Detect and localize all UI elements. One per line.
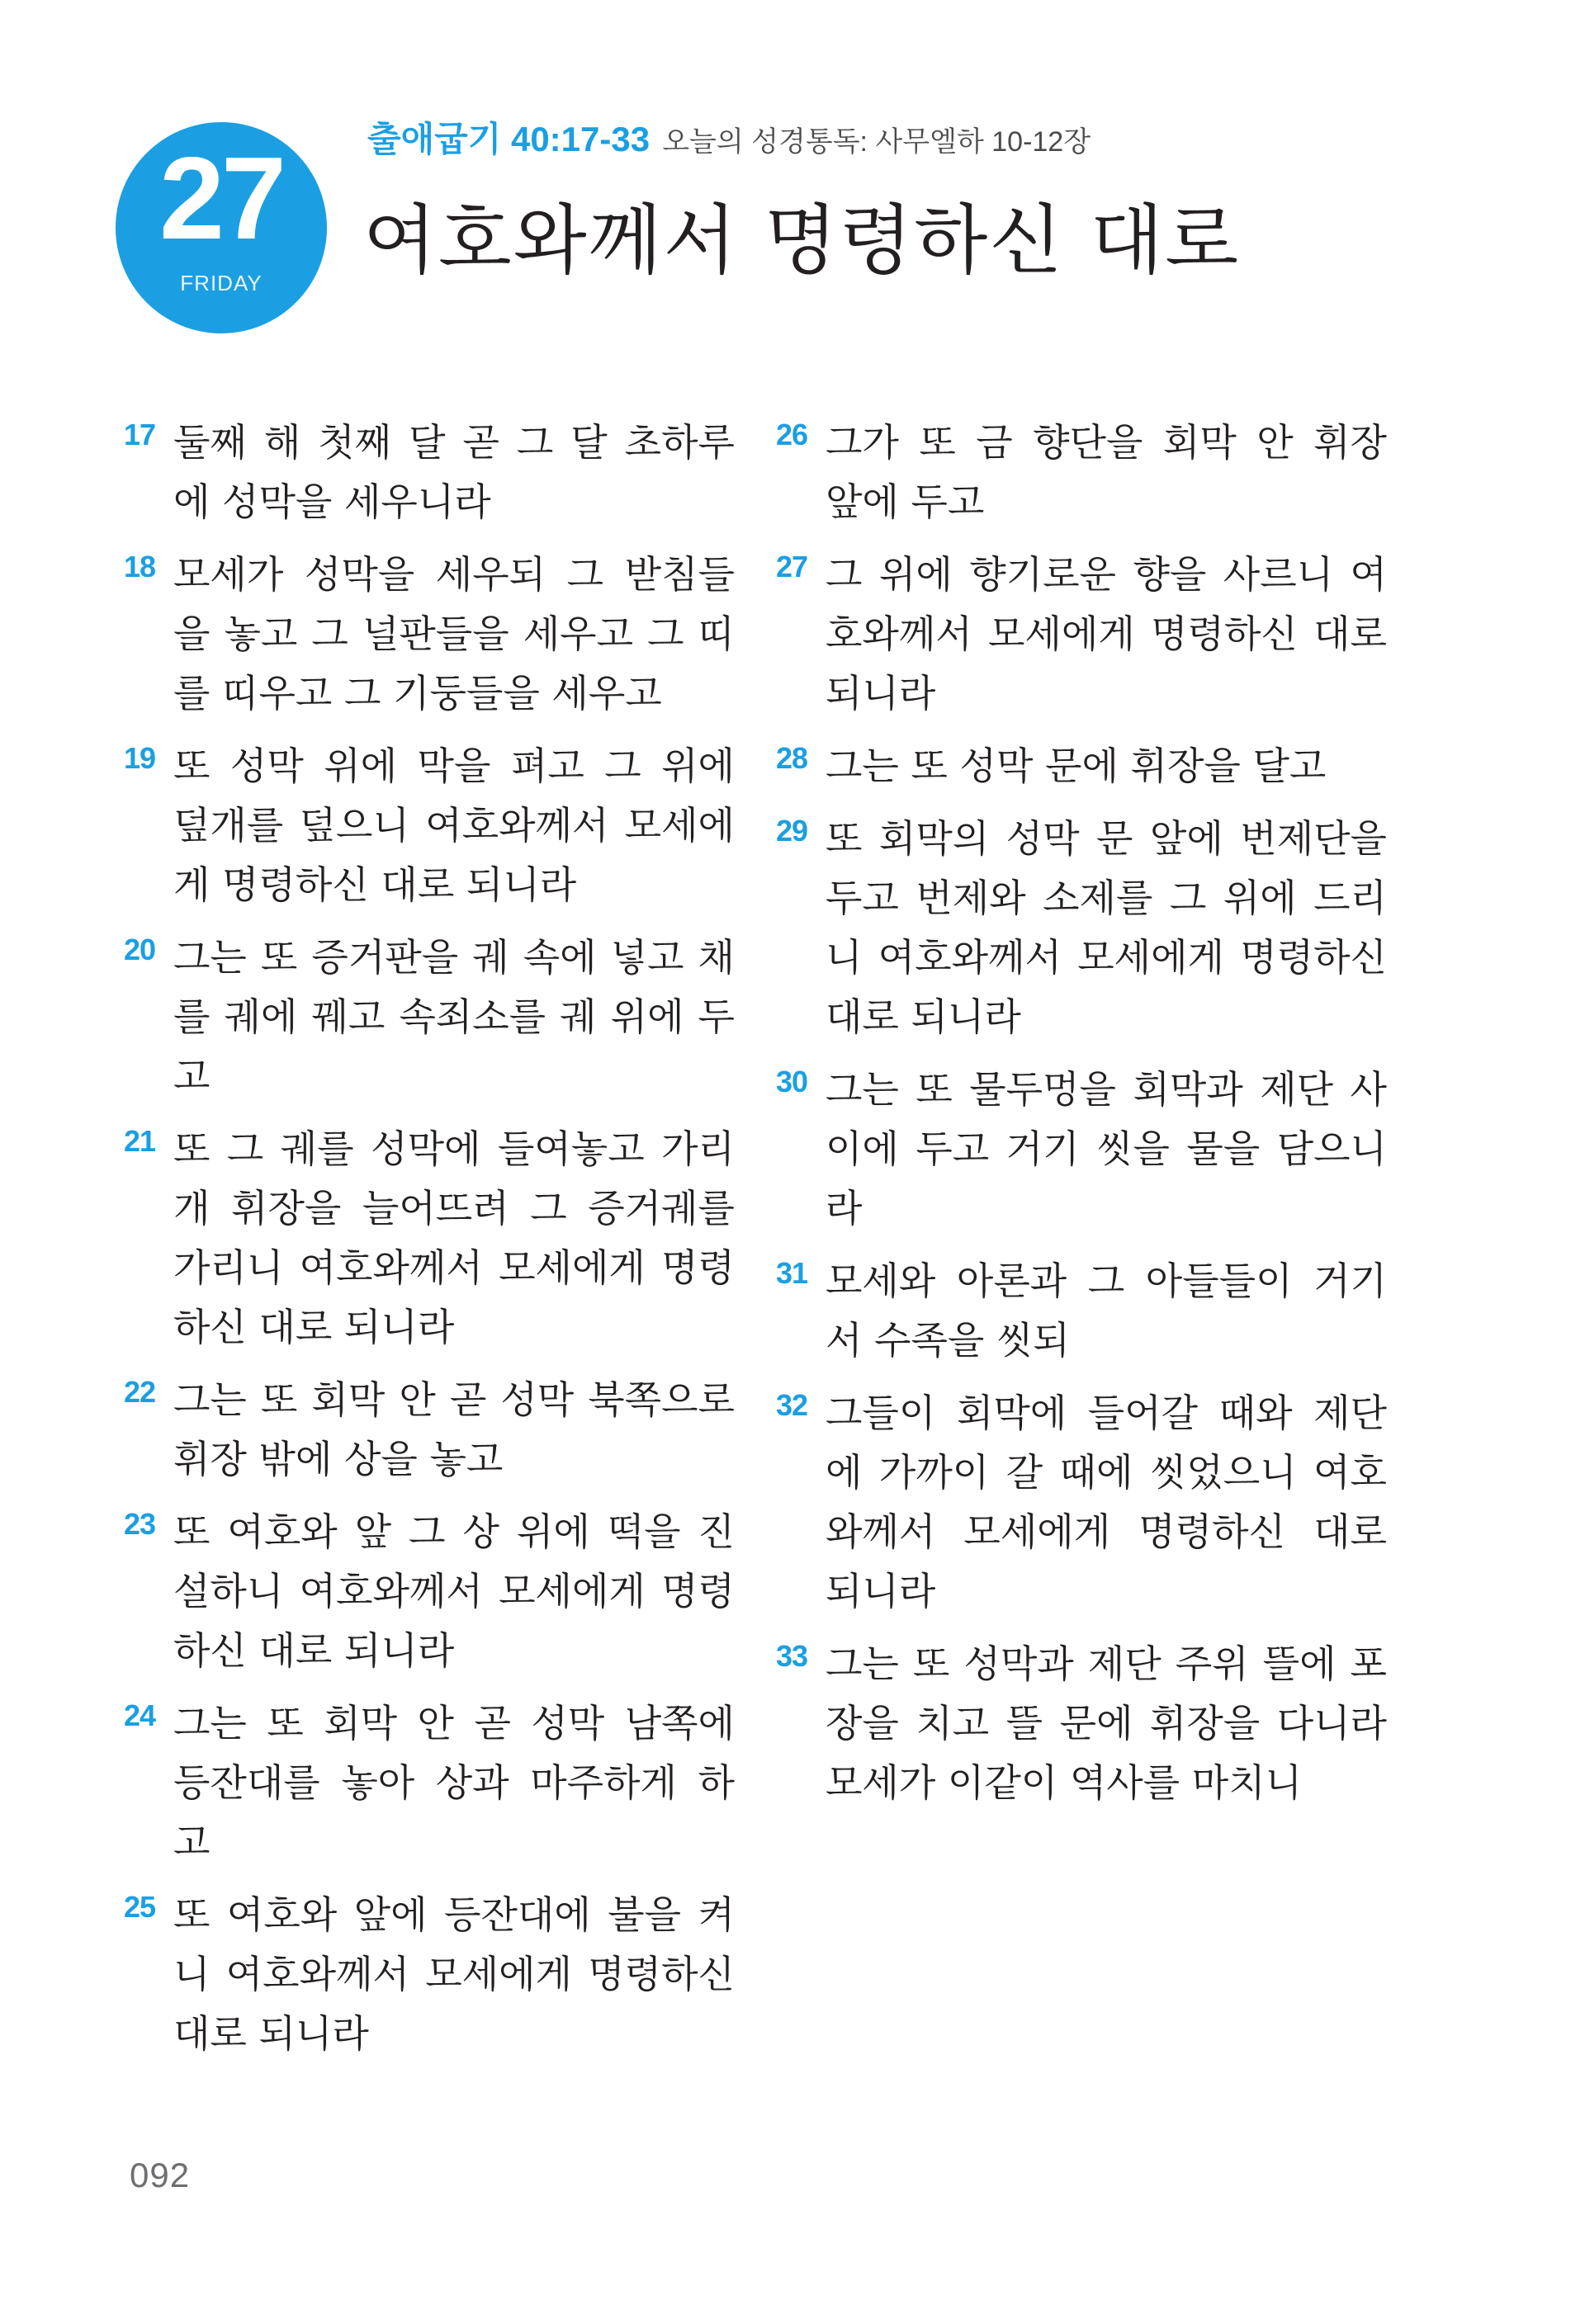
verse-column-left <box>124 413 735 2076</box>
verse-text: 또 회막의 성막 문 앞에 번제단을 두고 번제와 소제를 그 위에 드리니 여호와께서 모세에게 명령하신 대로 되니라 <box>826 816 1387 1039</box>
verse <box>124 1370 735 1489</box>
passage-reference: 출애굽기 40:17-33 <box>367 120 651 158</box>
verse-text: 그는 또 성막과 제단 주위 뜰에 포장을 치고 뜰 문에 휘장을 다니라 모세가 이같이 역사를 마치니 <box>826 1641 1387 1805</box>
verse-text: 그는 또 증거판을 궤 속에 넣고 채를 궤에 꿰고 속죄소를 궤 위에 두고 <box>173 935 735 1098</box>
verse-text: 그는 또 물두멍을 회막과 제단 사이에 두고 거기 씻을 물을 담으니라 <box>826 1067 1387 1230</box>
verse-text: 또 성막 위에 막을 펴고 그 위에 덮개를 덮으니 여호와께서 모세에게 명령하신 대로 되니라 <box>173 744 735 907</box>
date-badge <box>116 122 327 333</box>
verse <box>124 1693 735 1872</box>
verse-text: 그 위에 향기로운 향을 사르니 여호와께서 모세에게 명령하신 대로 되니라 <box>826 552 1387 716</box>
verse <box>124 545 735 723</box>
verse <box>776 545 1387 723</box>
verse-text: 그들이 회막에 들어갈 때와 제단에 가까이 갈 때에 씻었으니 여호와께서 모세에게 명령하신 대로 되니라 <box>826 1391 1387 1613</box>
verse-number: 27 <box>776 550 808 583</box>
verse-number: 31 <box>776 1256 808 1290</box>
verse-number: 21 <box>124 1124 156 1158</box>
verse <box>776 1060 1387 1238</box>
verse <box>124 1502 735 1680</box>
verse <box>776 809 1387 1046</box>
verse <box>776 1251 1387 1370</box>
verse-number: 29 <box>776 814 808 848</box>
verse-text: 모세와 아론과 그 아들들이 거기서 수족을 씻되 <box>826 1259 1387 1363</box>
verse-number: 23 <box>124 1507 156 1541</box>
verse-number: 19 <box>124 741 156 775</box>
verse-text: 그는 또 회막 안 곧 성막 남쪽에 등잔대를 놓아 상과 마주하게 하고 <box>173 1701 735 1864</box>
verse-number: 26 <box>776 418 808 451</box>
verse <box>776 736 1387 796</box>
verse <box>124 1885 735 2063</box>
reading-plan: 오늘의 성경통독: 사무엘하 10-12장 <box>662 126 1091 158</box>
verse-text: 그가 또 금 향단을 회막 안 휘장 앞에 두고 <box>826 420 1387 524</box>
verse-text: 또 그 궤를 성막에 들여놓고 가리개 휘장을 늘어뜨려 그 증거궤를 가리니 여호와께서 모세에게 명령하신 대로 되니라 <box>173 1127 735 1349</box>
verse-number: 24 <box>124 1698 156 1732</box>
verse-number: 28 <box>776 741 808 775</box>
verse-number: 33 <box>776 1639 808 1673</box>
scripture-reference <box>367 122 1091 157</box>
verse-text: 모세가 성막을 세우되 그 받침들을 놓고 그 널판들을 세우고 그 띠를 띠우고 그 기둥들을 세우고 <box>173 552 735 716</box>
verse <box>776 1634 1387 1812</box>
verse-text: 또 여호와 앞에 등잔대에 불을 켜니 여호와께서 모세에게 명령하신 대로 되니라 <box>173 1892 735 2056</box>
verse <box>776 1383 1387 1621</box>
verse <box>124 928 735 1106</box>
verse <box>124 736 735 914</box>
verse-column-right <box>776 413 1387 1826</box>
verse-text: 또 여호와 앞 그 상 위에 떡을 진설하니 여호와께서 모세에게 명령하신 대로 되니라 <box>173 1509 735 1673</box>
verse-number: 22 <box>124 1375 156 1409</box>
verse-number: 30 <box>776 1065 808 1098</box>
day-number: 27 <box>159 133 283 264</box>
verse <box>124 1119 735 1357</box>
verse <box>124 413 735 531</box>
verse <box>776 413 1387 531</box>
verse-number: 18 <box>124 550 156 583</box>
page-number: 092 <box>130 2156 191 2194</box>
verse-text: 그는 또 성막 문에 휘장을 달고 <box>826 744 1327 788</box>
verse-number: 32 <box>776 1388 808 1422</box>
verse-number: 17 <box>124 418 156 451</box>
verse-text: 둘째 해 첫째 달 곧 그 달 초하루에 성막을 세우니라 <box>173 420 735 524</box>
verse-number: 20 <box>124 933 156 966</box>
weekday-label: FRIDAY <box>180 271 263 295</box>
verse-text: 그는 또 회막 안 곧 성막 북쪽으로 휘장 밖에 상을 놓고 <box>173 1377 735 1481</box>
page-title: 여호와께서 명령하신 대로 <box>363 196 1241 285</box>
verse-number: 25 <box>124 1890 156 1924</box>
